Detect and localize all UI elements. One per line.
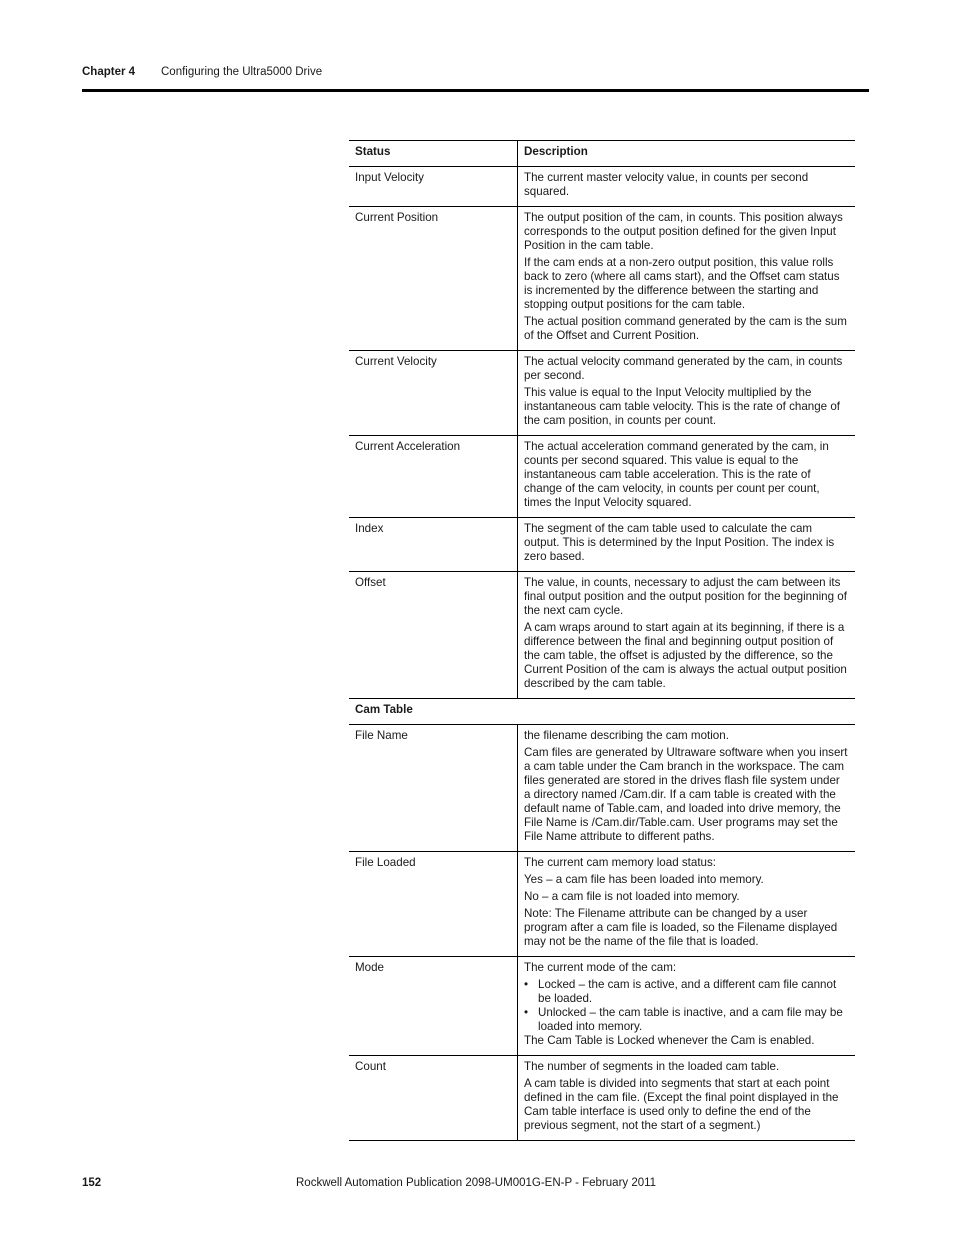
description-text: Yes – a cam file has been loaded into memory. — [524, 873, 764, 886]
description-cell — [518, 351, 856, 436]
description-cell — [518, 436, 856, 518]
table-row — [349, 572, 855, 699]
status-cell: File Name — [349, 725, 518, 852]
description-text: The actual velocity command generated by the cam, in counts per second. — [524, 355, 843, 382]
publication-footer: Rockwell Automation Publication 2098-UM001G-EN-P - February 2011 — [296, 1177, 657, 1189]
status-cell: Current Velocity — [349, 351, 518, 436]
description-text: The value, in counts, necessary to adjust the cam between its final output position and the output position for the beginning of the next cam cycle. — [524, 576, 847, 617]
description-text: The current cam memory load status: — [524, 856, 717, 869]
description-text: If the cam ends at a non-zero output position, this value rolls back to zero (where all cams start), and the Offset cam status is incremented by the difference between the starting and stopping output positions for the cam table. — [524, 256, 840, 311]
section-heading-cam-table: Cam Table — [349, 699, 855, 725]
table-row — [349, 167, 855, 207]
status-table — [349, 140, 855, 1141]
description-text: The number of segments in the loaded cam table. — [524, 1060, 780, 1073]
chapter-label: Chapter 4 — [82, 66, 136, 78]
description-text: The current mode of the cam: — [524, 961, 677, 974]
status-cell: Current Acceleration — [349, 436, 518, 518]
description-text: Cam files are generated by Ultraware software when you insert a cam table under the Cam branch in the workspace. The cam files generated are stored in the drives flash file system under a directory named /Cam.dir. If a cam table is created with the default name of Table.cam, and loaded into drive memory, the File Name is /Cam.dir/Table.cam. User programs may set the File Name attribute to different paths. — [524, 746, 848, 843]
table-row — [349, 351, 855, 436]
description-text: The actual position command generated by the cam is the sum of the Offset and Current Position. — [524, 315, 847, 342]
description-text: This value is equal to the Input Velocity multiplied by the instantaneous cam table velocity. This is the rate of change of the cam position, in counts per count. — [524, 386, 841, 427]
table-row — [349, 957, 855, 1056]
description-text: No – a cam file is not loaded into memory. — [524, 890, 740, 903]
description-cell — [518, 852, 856, 957]
mode-bullet-list — [524, 978, 849, 1034]
description-cell — [518, 207, 856, 351]
column-header-status: Status — [349, 141, 518, 167]
description-text: The segment of the cam table used to calculate the cam output. This is determined by the Input Position. The index is zero based. — [524, 522, 835, 563]
description-text: Note: The Filename attribute can be changed by a user program after a cam file is loaded, so the Filename displayed may not be the name of the file that is loaded. — [524, 907, 838, 948]
header-rule — [82, 89, 869, 92]
description-text: A cam wraps around to start again at its beginning, if there is a difference between the final and beginning output position of the cam table, the offset is adjusted by the difference, so the Current Position of the cam is always the actual output position described by the cam table. — [524, 621, 847, 690]
description-text: the filename describing the cam motion. — [524, 729, 729, 742]
description-text: A cam table is divided into segments that start at each point defined in the cam file. (Except the final point displayed in the Cam table interface is used only to define the end of the previous segment, not the start of a segment.) — [524, 1077, 839, 1132]
page-number: 152 — [82, 1177, 102, 1189]
description-cell — [518, 957, 856, 1056]
table-row — [349, 436, 855, 518]
status-cell: Mode — [349, 957, 518, 1056]
table-row — [349, 207, 855, 351]
description-cell — [518, 1056, 856, 1141]
table-row — [349, 852, 855, 957]
table-row — [349, 725, 855, 852]
chapter-title: Configuring the Ultra5000 Drive — [161, 66, 323, 78]
description-text: The current master velocity value, in counts per second squared. — [524, 171, 809, 198]
table-row — [349, 518, 855, 572]
status-cell: Offset — [349, 572, 518, 699]
description-cell — [518, 572, 856, 699]
status-cell: File Loaded — [349, 852, 518, 957]
status-cell: Index — [349, 518, 518, 572]
bullet-item: • Unlocked – the cam table is inactive, and a cam file may be loaded into memory. — [524, 1006, 849, 1034]
status-cell: Count — [349, 1056, 518, 1141]
description-text: The output position of the cam, in counts. This position always corresponds to the output position defined for the given Input Position in the cam table. — [524, 211, 843, 252]
table-row — [349, 1056, 855, 1141]
description-text: The Cam Table is Locked whenever the Cam is enabled. — [524, 1034, 815, 1047]
description-cell — [518, 518, 856, 572]
description-cell — [518, 725, 856, 852]
column-header-description: Description — [518, 141, 856, 167]
description-text: The actual acceleration command generated by the cam, in counts per second squared. This value is equal to the instantaneous cam table acceleration. This is the rate of change of the cam velocity, in counts per count per count, times the Input Velocity squared. — [524, 440, 829, 509]
table-header-row — [349, 141, 855, 167]
bullet-item: • Locked – the cam is active, and a different cam file cannot be loaded. — [524, 978, 849, 1006]
status-cell: Input Velocity — [349, 167, 518, 207]
section-row — [349, 699, 855, 725]
description-cell — [518, 167, 856, 207]
status-cell: Current Position — [349, 207, 518, 351]
